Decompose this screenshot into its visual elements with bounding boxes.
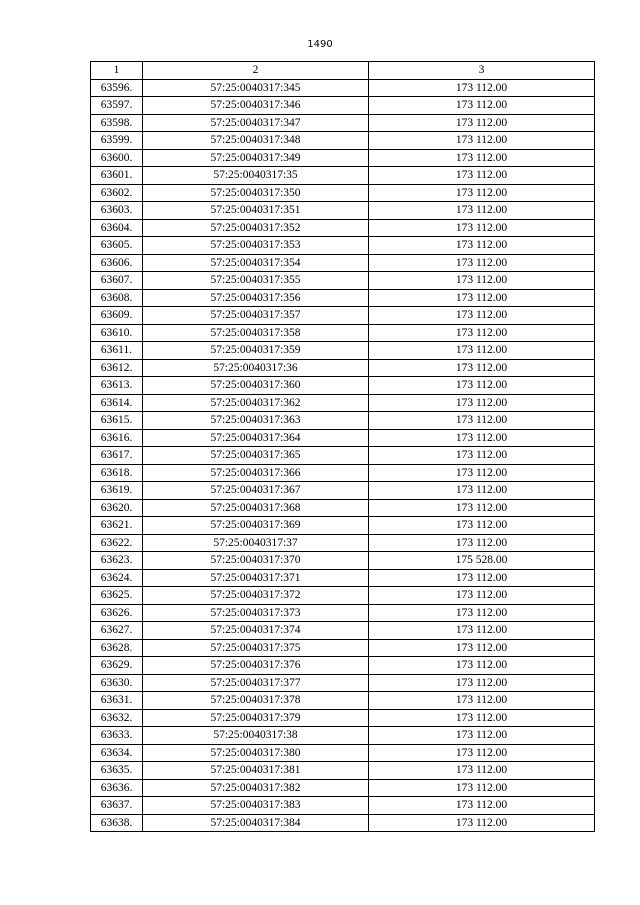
table-row bbox=[91, 744, 595, 762]
value-cell: 173 112.00 bbox=[369, 727, 595, 745]
column-header-3: 3 bbox=[369, 62, 595, 80]
value-cell: 173 112.00 bbox=[369, 814, 595, 832]
cadastral-number-cell: 57:25:0040317:349 bbox=[143, 149, 369, 167]
cadastral-number-cell: 57:25:0040317:366 bbox=[143, 464, 369, 482]
cadastral-number-cell: 57:25:0040317:345 bbox=[143, 79, 369, 97]
row-number-cell: 63610. bbox=[91, 324, 143, 342]
table-row bbox=[91, 692, 595, 710]
value-cell: 173 112.00 bbox=[369, 534, 595, 552]
row-number-cell: 63637. bbox=[91, 797, 143, 815]
cadastral-number-cell: 57:25:0040317:375 bbox=[143, 639, 369, 657]
row-number-cell: 63621. bbox=[91, 517, 143, 535]
table-row bbox=[91, 272, 595, 290]
value-cell: 173 112.00 bbox=[369, 97, 595, 115]
cadastral-number-cell: 57:25:0040317:373 bbox=[143, 604, 369, 622]
row-number-cell: 63608. bbox=[91, 289, 143, 307]
cadastral-number-cell: 57:25:0040317:354 bbox=[143, 254, 369, 272]
row-number-cell: 63638. bbox=[91, 814, 143, 832]
table-row bbox=[91, 394, 595, 412]
cadastral-number-cell: 57:25:0040317:369 bbox=[143, 517, 369, 535]
table-row bbox=[91, 534, 595, 552]
table-row bbox=[91, 727, 595, 745]
cadastral-number-cell: 57:25:0040317:346 bbox=[143, 97, 369, 115]
value-cell: 173 112.00 bbox=[369, 762, 595, 780]
cadastral-number-cell: 57:25:0040317:362 bbox=[143, 394, 369, 412]
cadastral-number-cell: 57:25:0040317:350 bbox=[143, 184, 369, 202]
row-number-cell: 63623. bbox=[91, 552, 143, 570]
value-cell: 173 112.00 bbox=[369, 499, 595, 517]
cadastral-number-cell: 57:25:0040317:36 bbox=[143, 359, 369, 377]
value-cell: 173 112.00 bbox=[369, 394, 595, 412]
value-cell: 173 112.00 bbox=[369, 184, 595, 202]
table-row bbox=[91, 359, 595, 377]
table-row bbox=[91, 587, 595, 605]
cadastral-number-cell: 57:25:0040317:348 bbox=[143, 132, 369, 150]
value-cell: 173 112.00 bbox=[369, 114, 595, 132]
value-cell: 173 112.00 bbox=[369, 692, 595, 710]
row-number-cell: 63625. bbox=[91, 587, 143, 605]
value-cell: 173 112.00 bbox=[369, 587, 595, 605]
value-cell: 173 112.00 bbox=[369, 604, 595, 622]
row-number-cell: 63596. bbox=[91, 79, 143, 97]
table-row bbox=[91, 709, 595, 727]
cadastral-number-cell: 57:25:0040317:359 bbox=[143, 342, 369, 360]
table-row bbox=[91, 482, 595, 500]
value-cell: 173 112.00 bbox=[369, 447, 595, 465]
table-row bbox=[91, 674, 595, 692]
table-row bbox=[91, 639, 595, 657]
page-number: 1490 bbox=[307, 39, 333, 50]
cadastral-number-cell: 57:25:0040317:378 bbox=[143, 692, 369, 710]
row-number-cell: 63615. bbox=[91, 412, 143, 430]
column-header-1: 1 bbox=[91, 62, 143, 80]
row-number-cell: 63630. bbox=[91, 674, 143, 692]
table-row bbox=[91, 657, 595, 675]
table-row bbox=[91, 114, 595, 132]
row-number-cell: 63631. bbox=[91, 692, 143, 710]
row-number-cell: 63611. bbox=[91, 342, 143, 360]
row-number-cell: 63632. bbox=[91, 709, 143, 727]
row-number-cell: 63612. bbox=[91, 359, 143, 377]
value-cell: 173 112.00 bbox=[369, 674, 595, 692]
table-row bbox=[91, 254, 595, 272]
cadastral-number-cell: 57:25:0040317:38 bbox=[143, 727, 369, 745]
table-row bbox=[91, 202, 595, 220]
value-cell: 173 112.00 bbox=[369, 429, 595, 447]
row-number-cell: 63600. bbox=[91, 149, 143, 167]
table-row bbox=[91, 324, 595, 342]
table-row bbox=[91, 219, 595, 237]
value-cell: 173 112.00 bbox=[369, 359, 595, 377]
table-row bbox=[91, 149, 595, 167]
row-number-cell: 63602. bbox=[91, 184, 143, 202]
table-row bbox=[91, 604, 595, 622]
table-row bbox=[91, 779, 595, 797]
row-number-cell: 63597. bbox=[91, 97, 143, 115]
cadastral-number-cell: 57:25:0040317:377 bbox=[143, 674, 369, 692]
table-row bbox=[91, 412, 595, 430]
value-cell: 173 112.00 bbox=[369, 342, 595, 360]
value-cell: 173 112.00 bbox=[369, 132, 595, 150]
row-number-cell: 63603. bbox=[91, 202, 143, 220]
cadastral-number-cell: 57:25:0040317:372 bbox=[143, 587, 369, 605]
cadastral-number-cell: 57:25:0040317:351 bbox=[143, 202, 369, 220]
table-row bbox=[91, 377, 595, 395]
table-row bbox=[91, 342, 595, 360]
row-number-cell: 63607. bbox=[91, 272, 143, 290]
table-row bbox=[91, 552, 595, 570]
row-number-cell: 63605. bbox=[91, 237, 143, 255]
table-row bbox=[91, 429, 595, 447]
cadastral-number-cell: 57:25:0040317:383 bbox=[143, 797, 369, 815]
value-cell: 173 112.00 bbox=[369, 482, 595, 500]
value-cell: 173 112.00 bbox=[369, 254, 595, 272]
table-row bbox=[91, 237, 595, 255]
cadastral-number-cell: 57:25:0040317:367 bbox=[143, 482, 369, 500]
cadastral-number-cell: 57:25:0040317:347 bbox=[143, 114, 369, 132]
row-number-cell: 63618. bbox=[91, 464, 143, 482]
row-number-cell: 63599. bbox=[91, 132, 143, 150]
cadastral-number-cell: 57:25:0040317:37 bbox=[143, 534, 369, 552]
column-header-2: 2 bbox=[143, 62, 369, 80]
value-cell: 173 112.00 bbox=[369, 517, 595, 535]
row-number-cell: 63613. bbox=[91, 377, 143, 395]
row-number-cell: 63627. bbox=[91, 622, 143, 640]
value-cell: 173 112.00 bbox=[369, 464, 595, 482]
table-row bbox=[91, 79, 595, 97]
cadastral-number-cell: 57:25:0040317:379 bbox=[143, 709, 369, 727]
value-cell: 173 112.00 bbox=[369, 149, 595, 167]
cadastral-number-cell: 57:25:0040317:360 bbox=[143, 377, 369, 395]
table-row bbox=[91, 464, 595, 482]
cadastral-number-cell: 57:25:0040317:382 bbox=[143, 779, 369, 797]
table-row bbox=[91, 132, 595, 150]
row-number-cell: 63604. bbox=[91, 219, 143, 237]
value-cell: 173 112.00 bbox=[369, 202, 595, 220]
row-number-cell: 63609. bbox=[91, 307, 143, 325]
row-number-cell: 63619. bbox=[91, 482, 143, 500]
cadastral-number-cell: 57:25:0040317:355 bbox=[143, 272, 369, 290]
table-row bbox=[91, 167, 595, 185]
cadastral-number-cell: 57:25:0040317:35 bbox=[143, 167, 369, 185]
table-row bbox=[91, 307, 595, 325]
value-cell: 173 112.00 bbox=[369, 324, 595, 342]
row-number-cell: 63598. bbox=[91, 114, 143, 132]
table-header-row bbox=[91, 62, 595, 80]
value-cell: 175 528.00 bbox=[369, 552, 595, 570]
row-number-cell: 63617. bbox=[91, 447, 143, 465]
table-body bbox=[91, 79, 595, 832]
row-number-cell: 63606. bbox=[91, 254, 143, 272]
table-row bbox=[91, 499, 595, 517]
value-cell: 173 112.00 bbox=[369, 272, 595, 290]
value-cell: 173 112.00 bbox=[369, 779, 595, 797]
cadastral-number-cell: 57:25:0040317:363 bbox=[143, 412, 369, 430]
cadastral-number-cell: 57:25:0040317:358 bbox=[143, 324, 369, 342]
row-number-cell: 63636. bbox=[91, 779, 143, 797]
row-number-cell: 63628. bbox=[91, 639, 143, 657]
cadastral-number-cell: 57:25:0040317:364 bbox=[143, 429, 369, 447]
value-cell: 173 112.00 bbox=[369, 219, 595, 237]
cadastral-number-cell: 57:25:0040317:374 bbox=[143, 622, 369, 640]
value-cell: 173 112.00 bbox=[369, 657, 595, 675]
cadastral-number-cell: 57:25:0040317:381 bbox=[143, 762, 369, 780]
value-cell: 173 112.00 bbox=[369, 622, 595, 640]
value-cell: 173 112.00 bbox=[369, 744, 595, 762]
value-cell: 173 112.00 bbox=[369, 377, 595, 395]
value-cell: 173 112.00 bbox=[369, 289, 595, 307]
value-cell: 173 112.00 bbox=[369, 639, 595, 657]
cadastral-number-cell: 57:25:0040317:384 bbox=[143, 814, 369, 832]
table-row bbox=[91, 569, 595, 587]
registry-table bbox=[90, 61, 595, 832]
cadastral-number-cell: 57:25:0040317:371 bbox=[143, 569, 369, 587]
row-number-cell: 63626. bbox=[91, 604, 143, 622]
table-row bbox=[91, 517, 595, 535]
value-cell: 173 112.00 bbox=[369, 412, 595, 430]
value-cell: 173 112.00 bbox=[369, 79, 595, 97]
row-number-cell: 63614. bbox=[91, 394, 143, 412]
row-number-cell: 63622. bbox=[91, 534, 143, 552]
value-cell: 173 112.00 bbox=[369, 307, 595, 325]
row-number-cell: 63635. bbox=[91, 762, 143, 780]
cadastral-number-cell: 57:25:0040317:370 bbox=[143, 552, 369, 570]
table-row bbox=[91, 814, 595, 832]
table-row bbox=[91, 762, 595, 780]
cadastral-number-cell: 57:25:0040317:353 bbox=[143, 237, 369, 255]
table-row bbox=[91, 797, 595, 815]
cadastral-number-cell: 57:25:0040317:357 bbox=[143, 307, 369, 325]
value-cell: 173 112.00 bbox=[369, 237, 595, 255]
cadastral-number-cell: 57:25:0040317:380 bbox=[143, 744, 369, 762]
row-number-cell: 63629. bbox=[91, 657, 143, 675]
value-cell: 173 112.00 bbox=[369, 709, 595, 727]
row-number-cell: 63633. bbox=[91, 727, 143, 745]
row-number-cell: 63616. bbox=[91, 429, 143, 447]
row-number-cell: 63634. bbox=[91, 744, 143, 762]
table-row bbox=[91, 184, 595, 202]
row-number-cell: 63620. bbox=[91, 499, 143, 517]
value-cell: 173 112.00 bbox=[369, 167, 595, 185]
row-number-cell: 63601. bbox=[91, 167, 143, 185]
cadastral-number-cell: 57:25:0040317:376 bbox=[143, 657, 369, 675]
table-row bbox=[91, 447, 595, 465]
cadastral-number-cell: 57:25:0040317:356 bbox=[143, 289, 369, 307]
value-cell: 173 112.00 bbox=[369, 569, 595, 587]
cadastral-number-cell: 57:25:0040317:365 bbox=[143, 447, 369, 465]
table-row bbox=[91, 622, 595, 640]
table-row bbox=[91, 289, 595, 307]
cadastral-number-cell: 57:25:0040317:368 bbox=[143, 499, 369, 517]
row-number-cell: 63624. bbox=[91, 569, 143, 587]
table-row bbox=[91, 97, 595, 115]
value-cell: 173 112.00 bbox=[369, 797, 595, 815]
cadastral-number-cell: 57:25:0040317:352 bbox=[143, 219, 369, 237]
